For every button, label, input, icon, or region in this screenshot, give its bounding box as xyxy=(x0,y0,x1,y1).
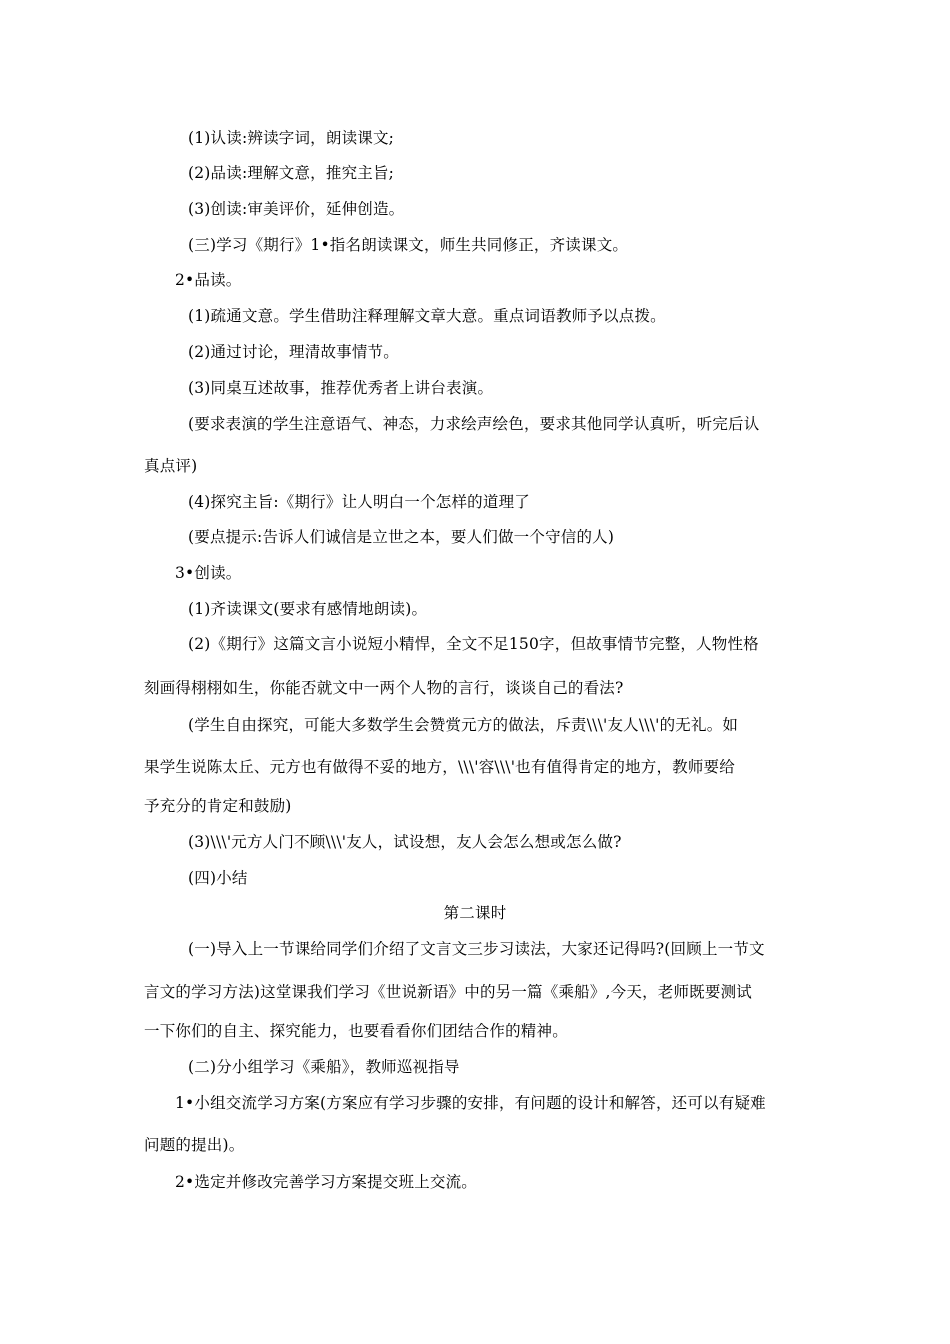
text-line: (2)《期行》这篇文言小说短小精悍，全文不足150字，但故事情节完整，人物性格 xyxy=(188,635,759,653)
text-line: (2)品读:理解文意，推究主旨; xyxy=(188,164,395,182)
text-line: 言文的学习方法)这堂课我们学习《世说新语》中的另一篇《乘船》,今天，老师既要测试 xyxy=(144,983,752,1001)
text-line: (4)探究主旨:《期行》让人明白一个怎样的道理了 xyxy=(188,493,530,511)
text-line: (学生自由探究，可能大多数学生会赞赏元方的做法，斥责\\\'友人\\\'的无礼。如 xyxy=(188,716,739,734)
text-line: (3)同桌互述故事，推荐优秀者上讲台表演。 xyxy=(188,379,494,397)
text-line: (1)齐读课文(要求有感情地朗读)。 xyxy=(188,600,428,618)
section-heading: 第二课时 xyxy=(443,904,507,922)
text-line: (要点提示:告诉人们诚信是立世之本，要人们做一个守信的人) xyxy=(188,528,615,546)
text-line: (四)小结 xyxy=(188,869,248,887)
text-line: (二)分小组学习《乘船》，教师巡视指导 xyxy=(188,1058,460,1076)
text-line: 予充分的肯定和鼓励) xyxy=(144,797,292,815)
text-line: 2•选定并修改完善学习方案提交班上交流。 xyxy=(175,1173,478,1191)
text-line: (三)学习《期行》1•指名朗读课文，师生共同修正，齐读课文。 xyxy=(188,236,629,254)
text-line: 一下你们的自主、探究能力，也要看看你们团结合作的精神。 xyxy=(144,1022,568,1040)
text-line: (1)认读:辨读字词，朗读课文; xyxy=(188,129,395,147)
text-line: 3•创读。 xyxy=(175,564,242,582)
text-line: (一)导入上一节课给同学们介绍了文言文三步习读法，大家还记得吗?(回顾上一节文 xyxy=(188,940,765,958)
text-line: 1•小组交流学习方案(方案应有学习步骤的安排，有问题的设计和解答，还可以有疑难 xyxy=(175,1094,766,1112)
text-line: (1)疏通文意。学生借助注释理解文章大意。重点词语教师予以点拨。 xyxy=(188,307,666,325)
text-line: (2)通过讨论，理清故事情节。 xyxy=(188,343,399,361)
text-line: 果学生说陈太丘、元方也有做得不妥的地方，\\\'容\\\'也有值得肯定的地方，教师要给 xyxy=(144,758,735,776)
text-line: (3)创读:审美评价，延伸创造。 xyxy=(188,200,405,218)
text-line: (要求表演的学生注意语气、神态，力求绘声绘色，要求其他同学认真听，听完后认 xyxy=(188,415,760,433)
text-line: 问题的提出)。 xyxy=(144,1136,245,1154)
text-line: 2•品读。 xyxy=(175,271,242,289)
text-line: (3)\\\'元方人门不顾\\\'友人，试设想，友人会怎么想或怎么做? xyxy=(188,833,622,851)
text-line: 真点评) xyxy=(144,457,198,475)
text-line: 刻画得栩栩如生，你能否就文中一两个人物的言行，谈谈自己的看法? xyxy=(144,679,624,697)
